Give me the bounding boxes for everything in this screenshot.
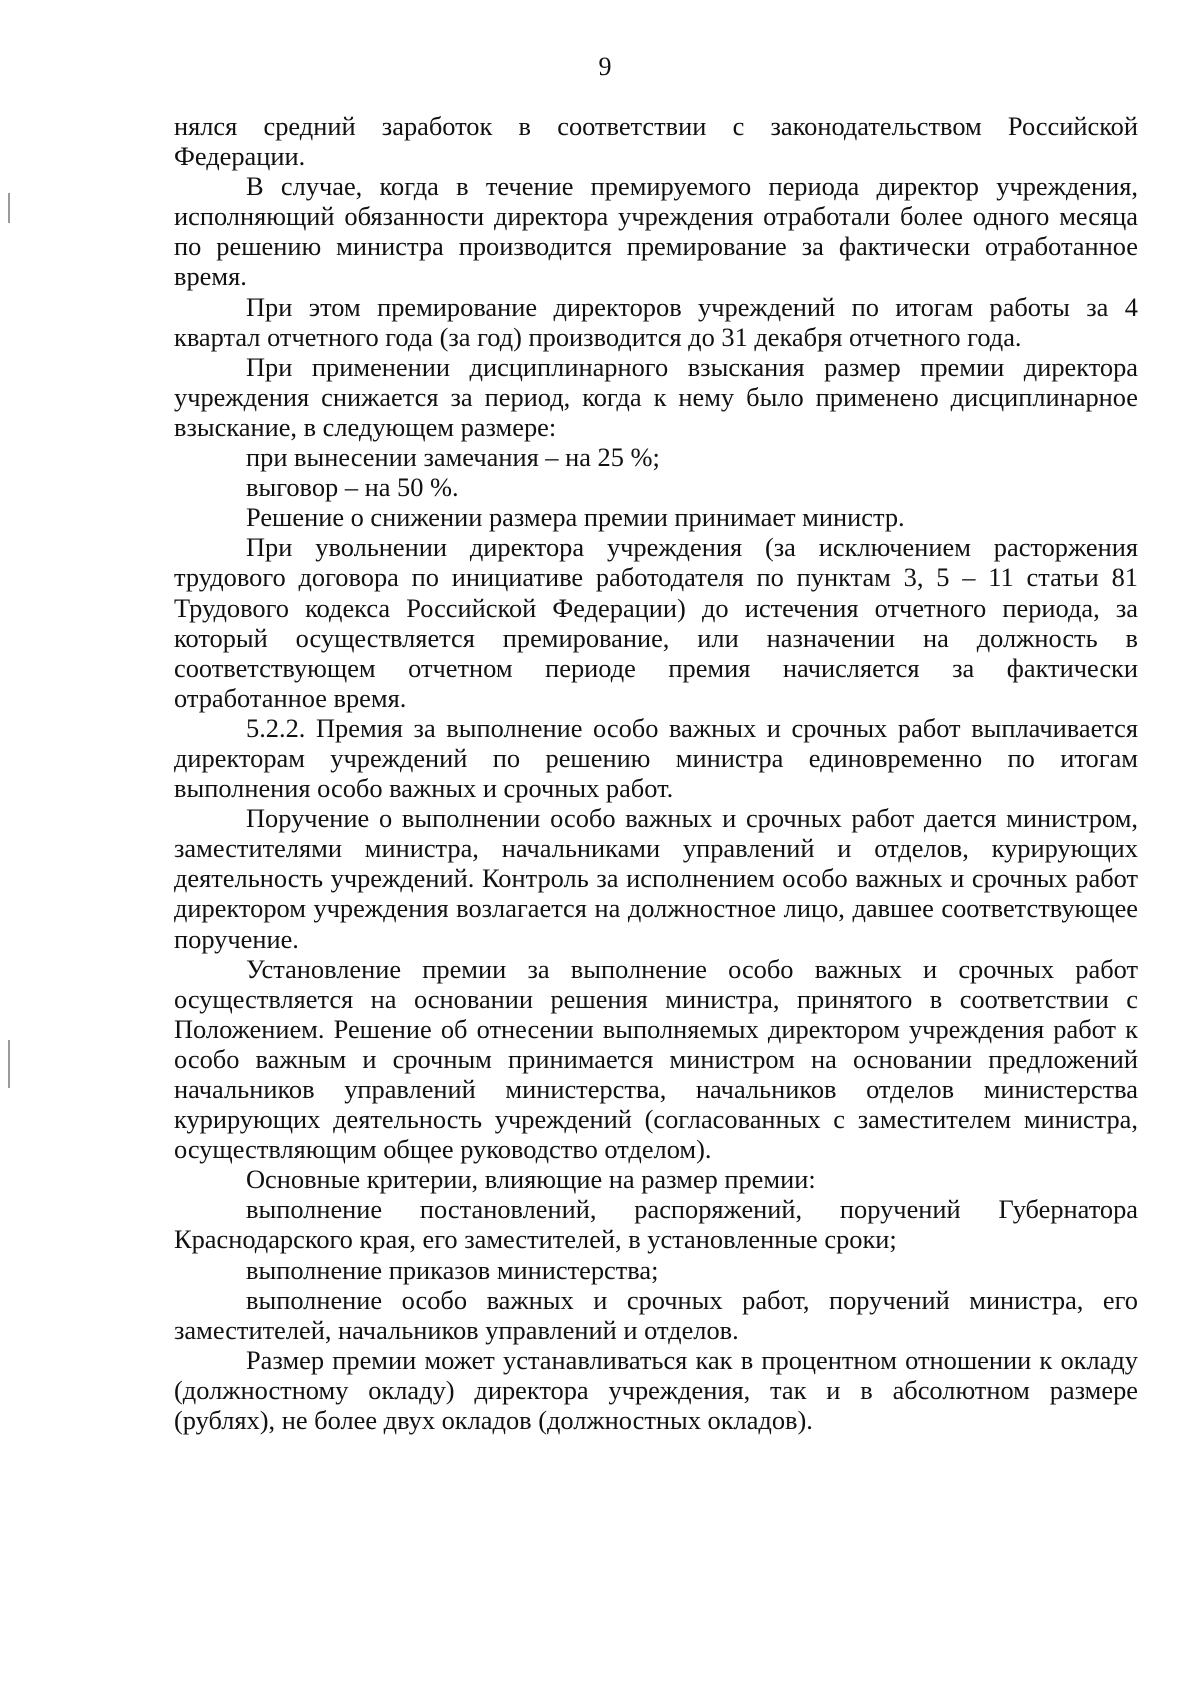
paragraph: выполнение постановлений, распоряжений, поручений Губернатора Краснодарского края, его заместителей, в установленные сроки; (174, 1194, 1138, 1255)
scan-margin-mark (8, 1040, 10, 1088)
paragraph: При этом премирование директоров учреждений по итогам работы за 4 квартал отчетного года (за год) производится до 31 декабря отчетного года. (174, 291, 1138, 352)
paragraph: При применении дисциплинарного взыскания размер премии директора учреждения снижается за период, когда к нему было применено дисциплинарное взыскание, в следующем размере: (174, 351, 1138, 442)
paragraph: Размер премии может устанавливаться как в процентном отношении к окладу (должностному окладу) директора учреждения, так и в абсолютном размере (рублях), не более двух окладов (должностных окладов). (174, 1344, 1138, 1436)
paragraph: При увольнении директора учреждения (за исключением расторжения трудового договора по инициативе работодателя по пунктам 3, 5 – 11 статьи 81 Трудового кодекса Российской Федерации) до истечения отчетного периода, за который осуществляется премирование, или назначении на должность в соответствующем отчетном периоде премия начисляется за фактически отработанное время. (174, 532, 1138, 713)
paragraph: Решение о снижении размера премии принимает министр. (246, 502, 905, 533)
paragraph: нялся средний заработок в соответствии с законодательством Российской Федерации. (174, 111, 1138, 172)
paragraph: 5.2.2. Премия за выполнение особо важных и срочных работ выплачивается директорам учреждений по решению министра единовременно по итогам выполнения особо важных и срочных работ. (174, 712, 1138, 804)
paragraph: Установление премии за выполнение особо важных и срочных работ осуществляется на основании решения министра, принятого в соответствии с Положением. Решение об отнесении выполняемых директором учреждения работ к особо важным и срочным принимается министром на основании предложений начальников управлений министерства, начальников отделов министерства курирующих деятельность учреждений (согласованных с заместителем министра, осуществляющим общее руководство отделом). (174, 953, 1138, 1165)
page-number: 9 (598, 52, 612, 81)
paragraph: выполнение приказов министерства; (246, 1254, 659, 1285)
paragraph: выговор – на 50 %. (246, 472, 459, 503)
paragraph: выполнение особо важных и срочных работ, поручений министра, его заместителей, начальников управлений и отделов. (174, 1284, 1138, 1345)
paragraph: Основные критерии, влияющие на размер премии: (246, 1164, 816, 1195)
paragraph: В случае, когда в течение премируемого периода директор учреждения, исполняющий обязанности директора учреждения отработали более одного месяца по решению министра производится премирование за фактически отработанное время. (174, 171, 1138, 292)
document-body (174, 111, 1138, 1435)
paragraph: Поручение о выполнении особо важных и срочных работ дается министром, заместителями министра, начальниками управлений и отделов, курирующих деятельность учреждений. Контроль за исполнением особо важных и срочных работ директором учреждения возлагается на должностное лицо, давшее соответствующее поручение. (174, 803, 1138, 954)
paragraph: при вынесении замечания – на 25 %; (246, 442, 660, 473)
scan-margin-mark (8, 193, 10, 223)
